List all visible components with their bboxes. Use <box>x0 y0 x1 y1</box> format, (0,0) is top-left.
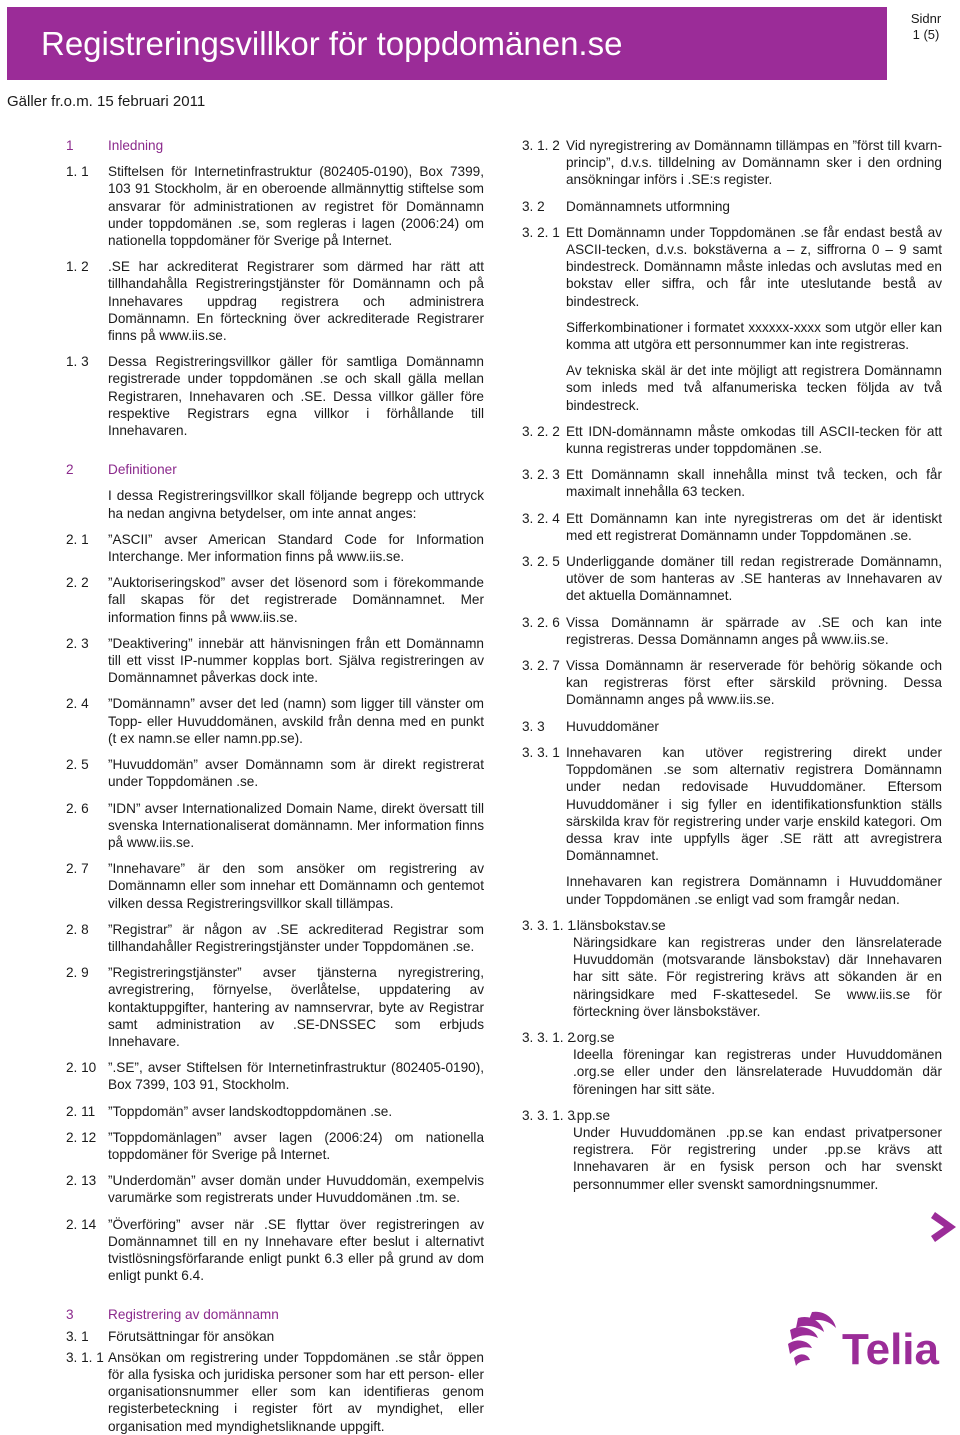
clause <box>522 1107 942 1124</box>
clause-number: 3. 3. 1. 2 <box>522 1029 575 1045</box>
right-column <box>522 137 942 1193</box>
logo-text: Telia <box>842 1325 940 1374</box>
clause-text: Dessa Registreringsvillkor gäller för samtliga Domännamn registrerade under toppdomänen .se och skall gälla mellan Registraren, Innehavaren och .SE. Dessa villkor gäller före respektive Registrars egna villkor i förhållande till Innehavaren. <box>108 354 484 439</box>
clause-text: ”Underdomän” avser domän under Huvuddomän, exempelvis varumärke som registrerats under Huvuddomänen .tm. se. <box>108 1173 484 1206</box>
clause-number: 3. 1 <box>66 1328 89 1344</box>
left-column <box>66 137 484 1435</box>
clause-number: 3. 2. 7 <box>522 658 560 674</box>
clause-number: 3 <box>66 1307 74 1323</box>
clause-number: 2. 10 <box>66 1060 97 1076</box>
clause-text: ”.SE”, avser Stiftelsen för Internetinfrastruktur (802405-0190), Box 7399, 103 91, Stockholm. <box>108 1060 484 1093</box>
clause-text: .pp.se <box>573 1107 611 1123</box>
paragraph: Sifferkombinationer i formatet xxxxxx-xxxx som utgör eller kan komma att utgöra ett personnummer kan inte registreras. <box>566 319 942 353</box>
section-heading <box>66 137 484 154</box>
clause-number: 3. 1. 2 <box>522 138 560 153</box>
validity-date: Gäller fr.o.m. 15 februari 2011 <box>7 93 206 110</box>
clause-text: Domännamnets utformning <box>566 198 730 214</box>
clause <box>66 258 484 344</box>
clause-text: Ett IDN-domännamn måste omkodas till ASCII-tecken för att kunna registreras under toppdomänen .se. <box>566 423 942 457</box>
clause <box>66 163 484 249</box>
clause-text: ”Huvuddomän” avser Domännamn som är direkt registrerat under Toppdomänen .se. <box>108 757 484 790</box>
clause <box>66 1216 484 1285</box>
clause <box>522 553 942 605</box>
clause <box>66 531 484 565</box>
clause <box>522 1029 942 1046</box>
clause-number: 3. 2. 1 <box>522 224 560 240</box>
clause <box>66 574 484 626</box>
clause <box>522 224 942 310</box>
clause-number: 2. 9 <box>66 965 89 981</box>
clause-text: ”ASCII” avser American Standard Code for Information Interchange. Mer information finns på www.iis.se. <box>108 531 484 565</box>
clause-number: 2. 7 <box>66 861 89 877</box>
clause-number: 3. 2. 4 <box>522 510 560 526</box>
clause-text: .SE har ackrediterat Registrarer som därmed har rätt att tillhandahålla Registreringstjänster för Domännamn och på Innehavares uppdrag registrera och administrera Domännamn. En förteckning över ackrediterade Registrarer finns på www.iis.se. <box>108 259 484 344</box>
page-label: Sidnr <box>910 11 942 26</box>
telia-logo <box>784 1308 944 1378</box>
clause <box>522 466 942 500</box>
clause <box>522 917 942 934</box>
heading-text: Registrering av domännamn <box>108 1307 279 1323</box>
title-banner <box>7 7 887 80</box>
clause <box>66 695 484 747</box>
clause <box>66 1172 484 1206</box>
clause <box>522 718 942 735</box>
clause-text: Ett Domännamn under Toppdomänen .se får endast bestå av ASCII-tecken, d.v.s. bokstäverna a – z, siffrorna 0 – 9 samt bindestreck. Domännamn måste inledas och avslutas med en bokstav eller siffra, och får inte uteslutande bestå av bindestreck. <box>566 224 942 309</box>
clause-number: 2. 3 <box>66 635 89 651</box>
clause-text: ”IDN” avser Internationalized Domain Name, direkt översatt till svenska Internationaliserat domännamn. Mer information finns på www.iis.se. <box>108 800 484 850</box>
clause <box>66 921 484 955</box>
clause <box>522 510 942 544</box>
clause <box>66 635 484 687</box>
clause-number: 2. 14 <box>66 1216 97 1232</box>
clause-number: 2. 6 <box>66 800 89 816</box>
clause-number: 3. 3. 1. 3 <box>522 1107 575 1123</box>
clause <box>66 353 484 439</box>
clause <box>66 1059 484 1093</box>
clause-number: 3. 2 <box>522 198 545 214</box>
clause-number: 2. 11 <box>66 1103 96 1119</box>
page-info <box>896 11 956 43</box>
clause-text: Vissa Domännamn är reserverade för behörig sökande och kan registreras först efter särskild prövning. Dessa Domännamn anges på www.iis.se. <box>566 658 942 708</box>
paragraph: Ideella föreningar kan registreras under Huvuddomänen .org.se eller under den länsrelaterade Huvuddomän där föreningen har sitt säte. <box>573 1047 942 1097</box>
paragraph: Näringsidkare kan registreras under den länsrelaterade Huvuddomän (motsvarande länsbokstav) där Innehavaren har sitt säte. För registrering krävs att sökanden är en näringsidkare med F-skattesedel. Se www.iis.se för förteckning över länsbokstäver. <box>573 934 942 1019</box>
clause-text: Vissa Domännamn är spärrade av .SE och kan inte registreras. Dessa Domännamn anges på www.iis.se. <box>566 614 942 647</box>
clause <box>522 657 942 709</box>
clause <box>66 1129 484 1163</box>
clause-number: 2. 13 <box>66 1173 97 1189</box>
clause-text: ”Deaktivering” innebär att hänvisningen från ett Domännamn till ett visst IP-nummer kopplas bort. Själva registreringen av Domännamnet påverkas dock inte. <box>108 635 484 686</box>
clause-number: 1 <box>66 138 74 153</box>
clause <box>522 744 942 864</box>
clause-number: 3. 2. 3 <box>522 467 560 483</box>
page-number: 1 (5) <box>912 27 940 42</box>
clause-text: Ett Domännamn kan inte nyregistreras om det är identiskt med ett registrerat Domännamn under Toppdomänen .se. <box>566 510 942 543</box>
clause-number: 3. 3. 1 <box>522 744 560 760</box>
clause <box>66 800 484 852</box>
clause <box>66 964 484 1050</box>
clause-number: 1. 1 <box>66 164 89 180</box>
clause <box>66 1349 484 1435</box>
clause <box>522 423 942 457</box>
clause-number: 2. 1 <box>66 531 89 547</box>
clause-text: ”Överföring” avser när .SE flyttar över registreringen av Domännamnet till en ny Innehavare efter beslut i alternativt tvistlösningsförfarande enligt punkt 6.3 eller på grund av dom enligt punkt 6.4. <box>108 1216 484 1284</box>
clause-text: Ansökan om registrering under Toppdomänen .se står öppen för alla fysiska och juridiska personer som har ett person- eller organisationsnummer eller som kan identifieras genom registerbeteckning i register fört av myndighet, eller organisation med myndighetsliknande uppgift. <box>108 1349 484 1434</box>
clause <box>66 1328 484 1345</box>
paragraph: Av tekniska skäl är det inte möjligt att registrera Domännamn som inleds med två alfanumeriska tecken följda av två bindestreck. <box>566 363 942 413</box>
clause-text: Vid nyregistrering av Domännamn tillämpas en ”först till kvarn-princip”, d.v.s. tilldelning av Domännamn sker i den ordning ansökningar införs i .SE:s register. <box>566 138 942 188</box>
clause-number: 3. 2. 2 <box>522 423 560 439</box>
paragraph: Innehavaren kan registrera Domännamn i Huvuddomäner under Toppdomänen .se enligt vad som framgår nedan. <box>566 874 942 907</box>
clause-number: 2. 8 <box>66 921 89 937</box>
clause-text: ”Registreringstjänster” avser tjänsterna nyregistrering, avregistrering, förnyelse, överlåtelse, uppdatering av kontaktuppgifter, hantering av namnservrar, byte av Registrar samt administration av .SE-DNSSEC som erbjuds Innehavare. <box>108 965 484 1049</box>
clause-text: Stiftelsen för Internetinfrastruktur (802405-0190), Box 7399, 103 91 Stockholm, är en oberoende allmännyttig stiftelse som ansvarar för administrationen av registret för Domännamn under toppdomänen .se, som regleras i lagen (2006:24) om nationella toppdomäner för Sverige på Internet. <box>108 164 484 249</box>
clause-number: 3. 3. 1. 1 <box>522 917 575 933</box>
clause-text: .länsbokstav.se <box>573 917 666 933</box>
clause-number: 3. 3 <box>522 718 545 734</box>
clause-number: 2 <box>66 462 74 478</box>
clause-text: Innehavaren kan utöver registrering direkt under Toppdomänen .se som alternativ registrera Domännamn under nedan redovisade Huvuddomäner. Eftersom Huvuddomäner i sig fyller en identifikationsfunktion ställs särskilda krav för registrering under varje enskild kategori. Om dessa krav inte uppfylls äger .SE rätt att avregistrera Domännamnet. <box>566 744 942 864</box>
clause-text: ”Toppdomän” avser landskodtoppdomänen .se. <box>108 1103 393 1119</box>
clause-number: 2. 4 <box>66 696 89 712</box>
clause-number: 2. 5 <box>66 757 89 773</box>
clause <box>522 137 942 189</box>
clause-text: Förutsättningar för ansökan <box>108 1328 275 1344</box>
chevron-right-icon[interactable] <box>929 1210 960 1244</box>
heading-text: Inledning <box>108 138 164 153</box>
clause-text: ”Registrar” är någon av .SE ackrediterad Registrar som tillhandahåller Registreringstjänster under Toppdomänen .se. <box>108 921 484 954</box>
section-heading <box>66 461 484 478</box>
clause-number: 3. 1. 1 <box>66 1349 104 1365</box>
clause-text: Huvuddomäner <box>566 718 659 734</box>
clause-number: 3. 2. 5 <box>522 554 560 570</box>
clause <box>66 1103 484 1120</box>
clause <box>522 614 942 648</box>
clause-text: ”Auktoriseringskod” avser det lösenord som i förekommande fall skapas för det registrerade Domännamnet. Mer information finns på www.iis.se. <box>108 575 484 625</box>
clause-number: 1. 2 <box>66 259 89 275</box>
paragraph: I dessa Registreringsvillkor skall följande begrepp och uttryck ha nedan angivna betydelser, om inte annat anges: <box>108 488 484 521</box>
clause-text: Underliggande domäner till redan registrerade Domännamn, utöver de som hanteras av .SE hanteras av Innehavaren av det aktuella Domännamnet. <box>566 554 942 604</box>
document-title: Registreringsvillkor för toppdomänen.se <box>41 25 623 62</box>
clause-number: 2. 2 <box>66 575 89 591</box>
clause-number: 1. 3 <box>66 354 89 370</box>
paragraph: Under Huvuddomänen .pp.se kan endast privatpersoner registrera. För registrering under .pp.se krävs att Innehavaren är en fysisk person och har svenskt personnummer eller svenskt samordningsnummer. <box>573 1124 942 1192</box>
clause-text: Ett Domännamn skall innehålla minst två tecken, och får maximalt innehålla 63 tecken. <box>566 467 942 500</box>
clause-text: ”Toppdomänlagen” avser lagen (2006:24) om nationella toppdomäner för Sverige på Internet. <box>108 1129 484 1162</box>
clause <box>522 198 942 215</box>
clause-text: ”Innehavare” är den som ansöker om registrering av Domännamn eller som innehar ett Domännamn och gentemot vilken dessa Registreringsvillkor skall tillämpas. <box>108 861 484 911</box>
clause <box>66 860 484 912</box>
clause-number: 2. 12 <box>66 1129 97 1145</box>
clause <box>66 756 484 790</box>
clause-text: .org.se <box>573 1029 615 1045</box>
clause-number: 3. 2. 6 <box>522 614 560 630</box>
clause-text: ”Domännamn” avser det led (namn) som ligger till vänster om Topp- eller Huvuddomänen, avskild från denna med en punkt (t ex namn.se eller namn.pp.se). <box>108 696 484 746</box>
section-heading <box>66 1306 484 1323</box>
heading-text: Definitioner <box>108 462 177 478</box>
